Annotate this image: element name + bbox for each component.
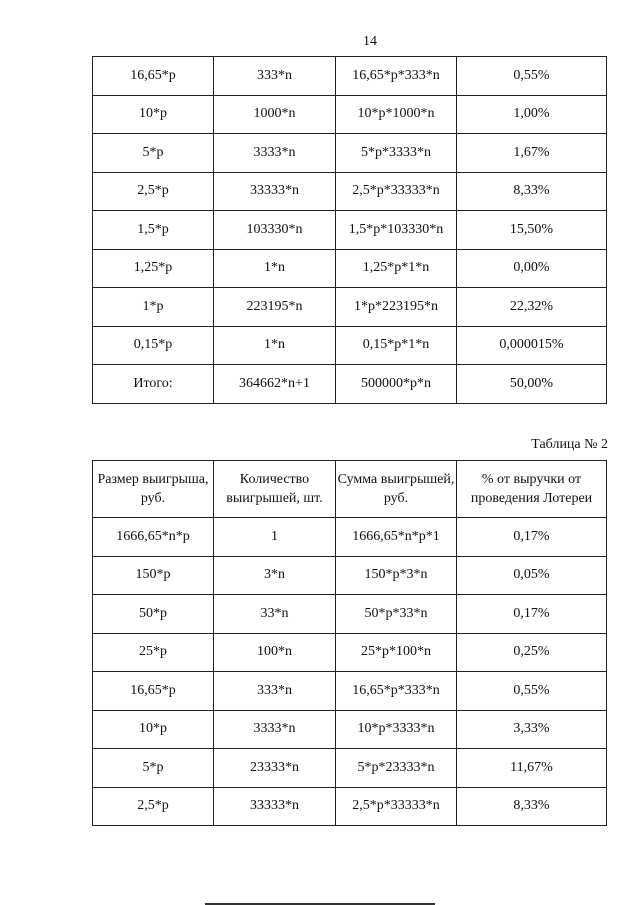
cell-prize-size: 1,5*p — [93, 211, 214, 250]
table-row — [93, 288, 607, 327]
cell-prize-size: 16,65*p — [93, 672, 214, 711]
table-row — [93, 710, 607, 749]
cell-prize-sum: 1666,65*n*p*1 — [336, 518, 457, 557]
cell-prize-sum: 5*p*23333*n — [336, 749, 457, 788]
cell-revenue-percent: 15,50% — [457, 211, 607, 250]
header-revenue-percent: % от выручки от проведения Лотереи — [457, 461, 607, 518]
cell-prize-count: 1000*n — [214, 95, 336, 134]
cell-revenue-percent: 8,33% — [457, 172, 607, 211]
cell-prize-size: 16,65*p — [93, 57, 214, 96]
cell-prize-sum: 1,5*p*103330*n — [336, 211, 457, 250]
cell-prize-size: Итого: — [93, 365, 214, 404]
page-number: 14 — [363, 34, 377, 49]
table-row — [93, 518, 607, 557]
header-prize-size: Размер выигрыша, руб. — [93, 461, 214, 518]
cell-prize-sum: 2,5*p*33333*n — [336, 787, 457, 826]
cell-revenue-percent: 8,33% — [457, 787, 607, 826]
cell-prize-size: 0,15*p — [93, 326, 214, 365]
cell-revenue-percent: 50,00% — [457, 365, 607, 404]
table-row — [93, 633, 607, 672]
table-row — [93, 249, 607, 288]
cell-prize-sum: 50*p*33*n — [336, 595, 457, 634]
table-row — [93, 57, 607, 96]
cell-prize-size: 2,5*p — [93, 787, 214, 826]
cell-prize-size: 1*p — [93, 288, 214, 327]
cell-prize-size: 10*p — [93, 710, 214, 749]
cell-prize-count: 1*n — [214, 249, 336, 288]
table-row — [93, 365, 607, 404]
cell-prize-size: 5*p — [93, 134, 214, 173]
cell-prize-count: 33*n — [214, 595, 336, 634]
cell-prize-count: 23333*n — [214, 749, 336, 788]
table1-body — [93, 57, 607, 404]
cell-prize-count: 3333*n — [214, 134, 336, 173]
table-row — [93, 134, 607, 173]
cell-revenue-percent: 0,00% — [457, 249, 607, 288]
cell-prize-count: 1 — [214, 518, 336, 557]
cell-prize-sum: 25*p*100*n — [336, 633, 457, 672]
cell-prize-sum: 5*p*3333*n — [336, 134, 457, 173]
table-row — [93, 95, 607, 134]
cell-revenue-percent: 11,67% — [457, 749, 607, 788]
table-row — [93, 672, 607, 711]
table-row — [93, 787, 607, 826]
cell-prize-size: 1,25*p — [93, 249, 214, 288]
header-prize-sum: Сумма выигрышей, руб. — [336, 461, 457, 518]
cell-prize-sum: 2,5*p*33333*n — [336, 172, 457, 211]
table2-body — [93, 518, 607, 826]
cell-prize-count: 103330*n — [214, 211, 336, 250]
cell-prize-count: 333*n — [214, 57, 336, 96]
table-row — [93, 211, 607, 250]
cell-revenue-percent: 3,33% — [457, 710, 607, 749]
cell-revenue-percent: 0,17% — [457, 595, 607, 634]
cell-revenue-percent: 0,000015% — [457, 326, 607, 365]
cell-prize-count: 3333*n — [214, 710, 336, 749]
cell-prize-count: 223195*n — [214, 288, 336, 327]
cell-prize-size: 50*p — [93, 595, 214, 634]
cell-revenue-percent: 0,17% — [457, 518, 607, 557]
table-row — [93, 595, 607, 634]
cell-prize-count: 333*n — [214, 672, 336, 711]
cell-prize-sum: 16,65*p*333*n — [336, 57, 457, 96]
table-row — [93, 749, 607, 788]
cell-prize-size: 10*p — [93, 95, 214, 134]
cell-prize-size: 1666,65*n*p — [93, 518, 214, 557]
cell-prize-count: 33333*n — [214, 787, 336, 826]
cell-prize-count: 364662*n+1 — [214, 365, 336, 404]
cell-prize-size: 5*p — [93, 749, 214, 788]
cell-revenue-percent: 22,32% — [457, 288, 607, 327]
cell-prize-count: 100*n — [214, 633, 336, 672]
cell-revenue-percent: 0,05% — [457, 556, 607, 595]
cell-prize-count: 3*n — [214, 556, 336, 595]
prize-table-2 — [92, 460, 607, 826]
cell-revenue-percent: 0,25% — [457, 633, 607, 672]
cell-prize-size: 2,5*p — [93, 172, 214, 211]
table-row — [93, 556, 607, 595]
table-row — [93, 172, 607, 211]
table-header-row — [93, 461, 607, 518]
cell-prize-sum: 1*p*223195*n — [336, 288, 457, 327]
cell-prize-sum: 10*p*1000*n — [336, 95, 457, 134]
cell-prize-count: 33333*n — [214, 172, 336, 211]
cell-prize-sum: 500000*p*n — [336, 365, 457, 404]
table-row — [93, 326, 607, 365]
cell-revenue-percent: 0,55% — [457, 57, 607, 96]
cell-prize-sum: 0,15*p*1*n — [336, 326, 457, 365]
cell-prize-sum: 10*p*3333*n — [336, 710, 457, 749]
prize-table-continued — [92, 56, 607, 404]
cell-revenue-percent: 0,55% — [457, 672, 607, 711]
cell-prize-sum: 150*p*3*n — [336, 556, 457, 595]
cell-prize-sum: 16,65*p*333*n — [336, 672, 457, 711]
header-prize-count: Количество выигрышей, шт. — [214, 461, 336, 518]
cell-prize-size: 150*p — [93, 556, 214, 595]
cell-prize-count: 1*n — [214, 326, 336, 365]
cell-prize-size: 25*p — [93, 633, 214, 672]
table2-title: Таблица № 2 — [531, 437, 608, 452]
cell-revenue-percent: 1,00% — [457, 95, 607, 134]
cell-prize-sum: 1,25*p*1*n — [336, 249, 457, 288]
cell-revenue-percent: 1,67% — [457, 134, 607, 173]
